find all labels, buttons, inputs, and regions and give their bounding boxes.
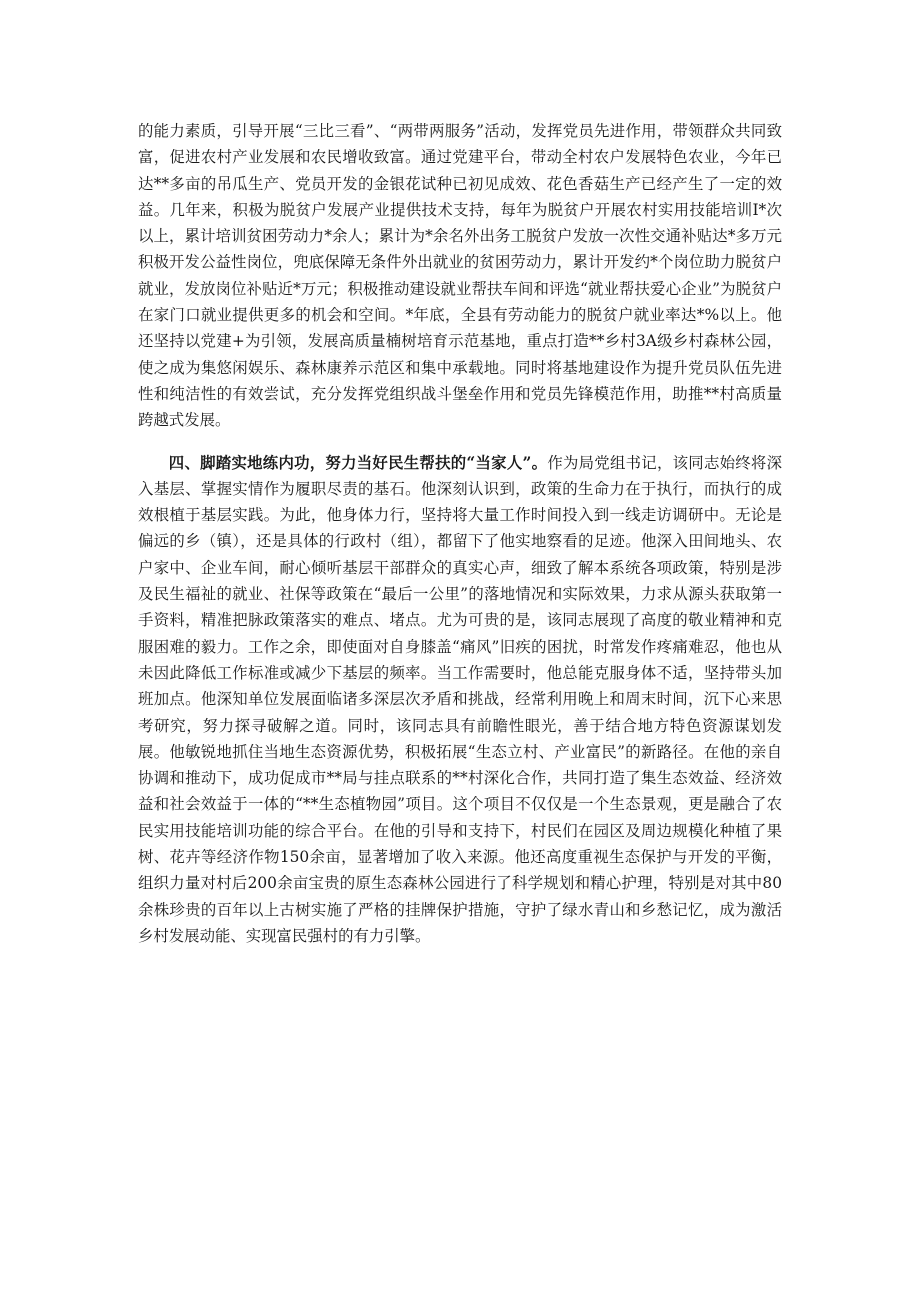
section-4-body: 作为局党组书记，该同志始终将深入基层、掌握实情作为履职尽责的基石。他深刻认识到，政策的生命力在于执行，而执行的成效根植于基层实践。为此，他身体力行，坚持将大量工作时间投入到一线走访调研中。无论是偏远的乡（镇），还是具体的行政村（组），都留下了他实地察看的足迹。他深入田间地头、农户家中、企业车间，耐心倾听基层干部群众的真实心声，细致了解本系统各项政策，特别是涉及民生福祉的就业、社保等政策在“最后一公里”的落地情况和实际效果，力求从源头获取第一手资料，精准把脉政策落实的难点、堵点。尤为可贵的是，该同志展现了高度的敬业精神和克服困难的毅力。工作之余，即使面对自身膝盖“痛风”旧疾的困扰，时常发作疼痛难忍，他也从未因此降低工作标准或减少下基层的频率。当工作需要时，他总能克服身体不适，坚持带头加班加点。他深知单位发展面临诸多深层次矛盾和挑战，经常利用晚上和周末时间，沉下心来思考研究，努力探寻破解之道。同时，该同志具有前瞻性眼光，善于结合地方特色资源谋划发展。他敏锐地抓住当地生态资源优势，积极拓展“生态立村、产业富民”的新路径。在他的亲自协调和推动下，成功促成市**局与挂点联系的**村深化合作，共同打造了集生态效益、经济效益和社会效益于一体的“**生态植物园”项目。这个项目不仅仅是一个生态景观，更是融合了农民实用技能培训功能的综合平台。在他的引导和支持下，村民们在园区及周边规模化种植了果树、花卉等经济作物150余亩，显著增加了收入来源。他还高度重视生态保护与开发的平衡，组织力量对村后200余亩宝贵的原生态森林公园进行了科学规划和精心护理，特别是对其中80余株珍贵的百年以上古树实施了严格的挂牌保护措施，守护了绿水青山和乡愁记忆，成为激活乡村发展动能、实现富民强村的有力引擎。 [138, 453, 782, 945]
document-page [138, 118, 782, 949]
body-paragraph-2 [138, 450, 782, 950]
section-heading-4: 四、脚踏实地练内功，努力当好民生帮扶的“当家人”。 [168, 453, 548, 472]
body-paragraph-1: 的能力素质，引导开展“三比三看”、“两带两服务”活动，发挥党员先进作用，带领群众共同致富，促进农村产业发展和农民增收致富。通过党建平台，带动全村农户发展特色农业，今年已达**多亩的吊瓜生产、党员开发的金银花试种已初见成效、花色香菇生产已经产生了一定的效益。几年来，积极为脱贫户发展产业提供技术支持，每年为脱贫户开展农村实用技能培训I*次以上，累计培训贫困劳动力*余人；累计为*余名外出务工脱贫户发放一次性交通补贴达*多万元 积极开发公益性岗位，兜底保障无条件外出就业的贫困劳动力，累计开发约*个岗位助力脱贫户就业，发放岗位补贴近*万元；积极推动建设就业帮扶车间和评选“就业帮扶爱心企业”为脱贫户在家门口就业提供更多的机会和空间。*年底，全县有劳动能力的脱贫户就业率达*%以上。他还坚持以党建+为引领，发展高质量楠树培育示范基地，重点打造**乡村3A级乡村森林公园，使之成为集悠闲娱乐、森林康养示范区和集中承载地。同时将基地建设作为提升党员队伍先进性和纯洁性的有效尝试，充分发挥党组织战斗堡垒作用和党员先锋模范作用，助推**村高质量跨越式发展。 [138, 122, 782, 430]
